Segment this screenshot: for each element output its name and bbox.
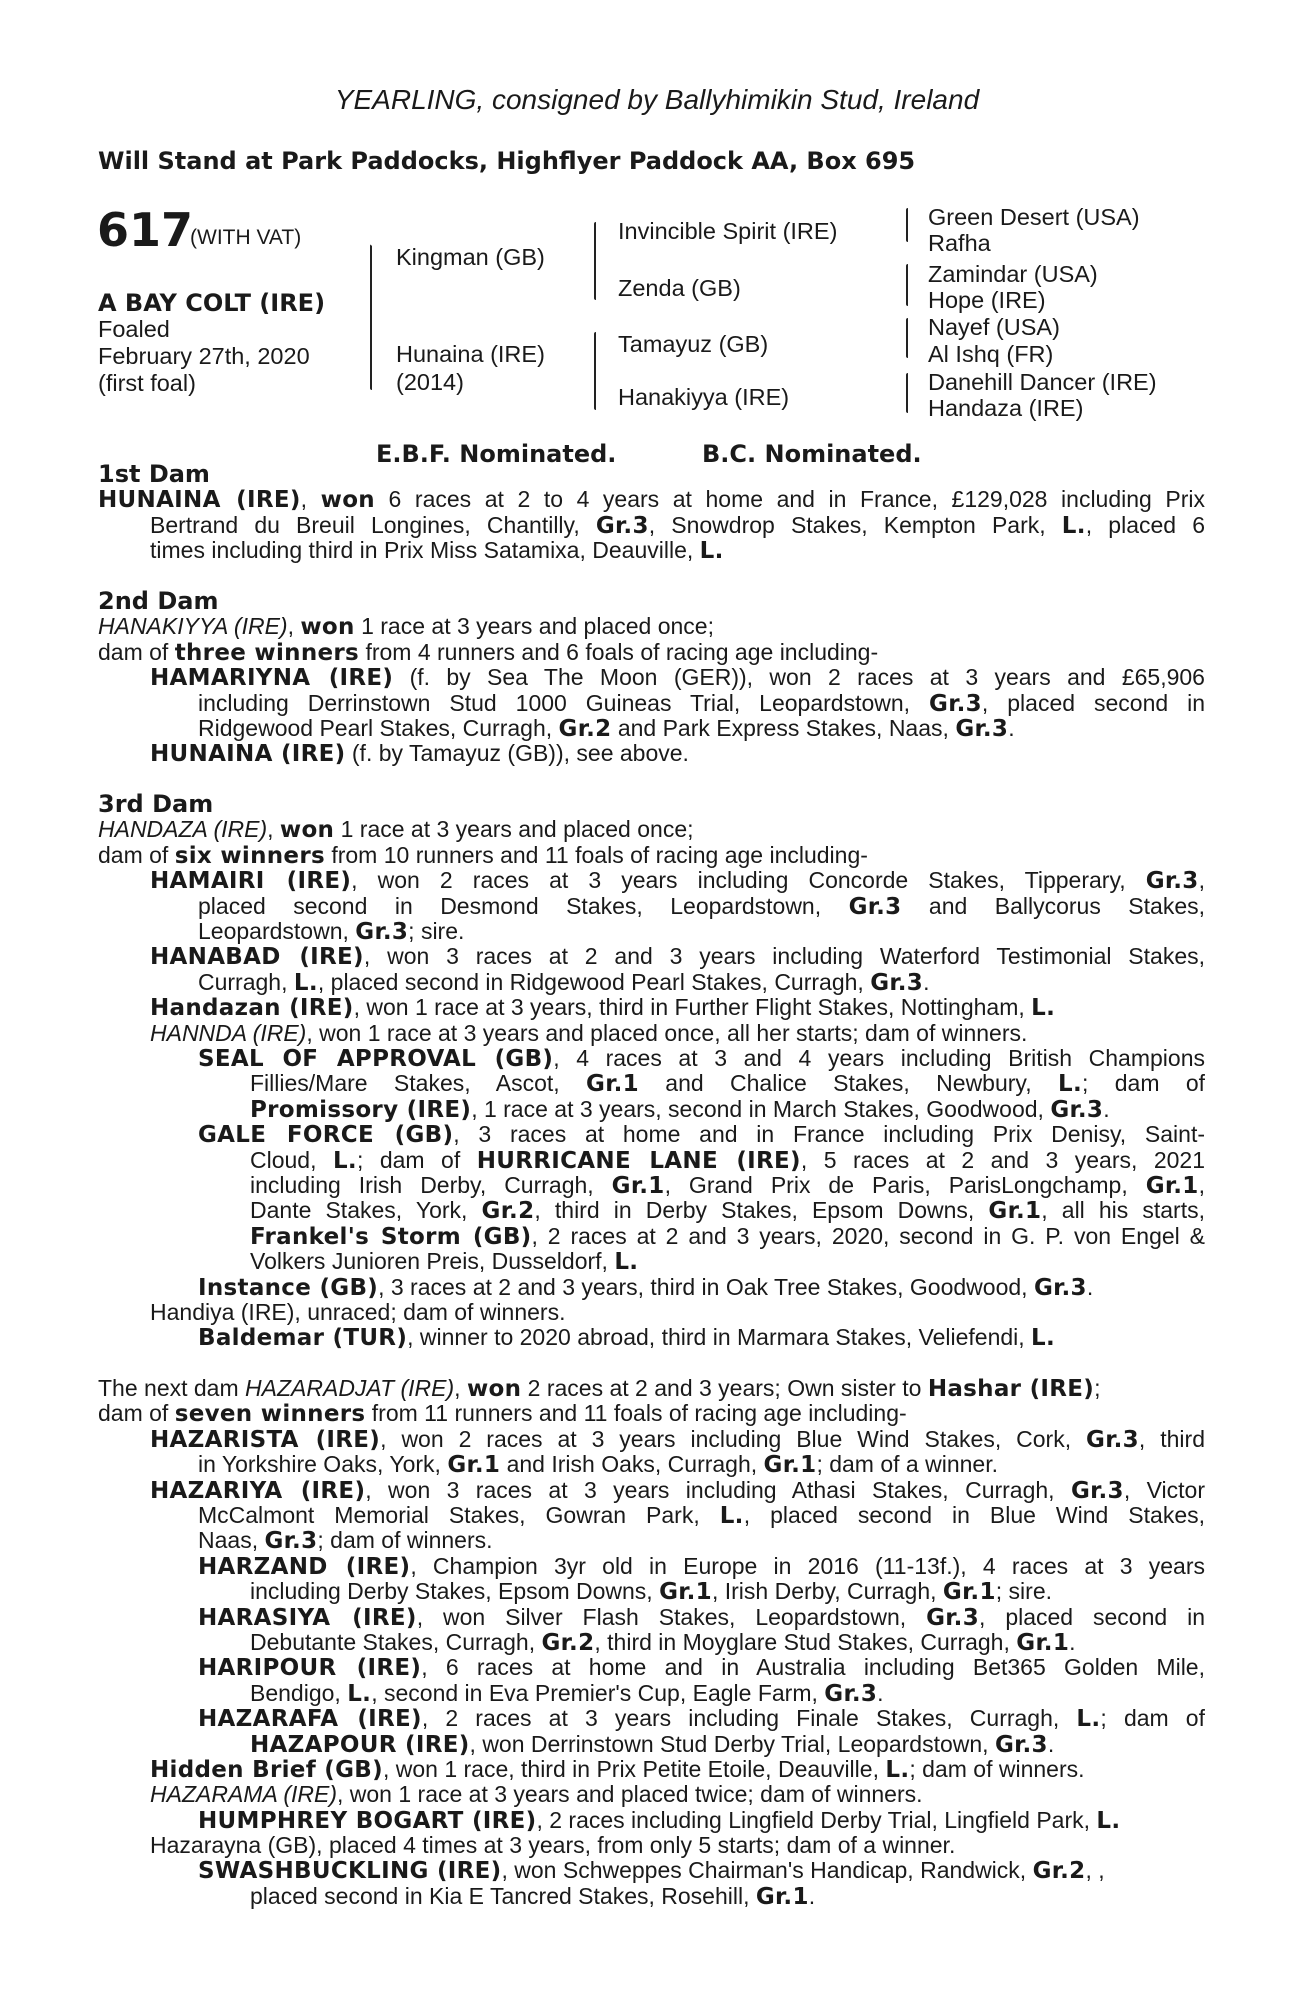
second-dam-heading: 2nd Dam — [98, 586, 219, 615]
instance-line: Instance (GB), 3 races at 2 and 3 years, third in Oak Tree Stakes, Goodwood, Gr.3. — [198, 1273, 1094, 1301]
hamariyna-line-3: Ridgewood Pearl Stakes, Curragh, Gr.2 and Park Express Stakes, Naas, Gr.3. — [198, 714, 1015, 742]
pedigree-gen3-7: Danehill Dancer (IRE) — [928, 369, 1157, 395]
haripour-line-1: HARIPOUR (IRE), 6 races at home and in Australia including Bet365 Golden Mile, — [198, 1655, 1205, 1681]
sire-sire-name: Invincible Spirit (IRE) — [618, 218, 838, 244]
hazarafa-line: HAZARAFA (IRE), 2 races at 3 years including Finale Stakes, Curragh, L.; dam of — [198, 1706, 1205, 1732]
hamariyna-line-2: including Derrinstown Stud 1000 Guineas Trial, Leopardstown, Gr.3, placed second in — [198, 690, 1205, 716]
foal-note: (first foal) — [98, 370, 196, 396]
bc-nomination: B.C. Nominated. — [702, 440, 922, 468]
dam-year: (2014) — [396, 369, 464, 395]
harzand-line-1: HARZAND (IRE), Champion 3yr old in Europe in 2016 (11-13f.), 4 races at 3 years — [198, 1553, 1205, 1580]
hazariya-line-2: McCalmont Memorial Stakes, Gowran Park, L., placed second in Blue Wind Stakes, — [198, 1503, 1205, 1529]
next-dam-line-1: The next dam HAZARADJAT (IRE), won 2 races at 2 and 3 years; Own sister to Hashar (IRE); — [98, 1375, 1101, 1403]
hamairi-line-1: HAMAIRI (IRE), won 2 races at 3 years including Concorde Stakes, Tipperary, Gr.3, — [150, 868, 1205, 894]
seal-line-2: Fillies/Mare Stakes, Ascot, Gr.1 and Chalice Stakes, Newbury, L.; dam of — [250, 1071, 1205, 1097]
hazariya-line-1: HAZARIYA (IRE), won 3 races at 3 years including Athasi Stakes, Curragh, Gr.3, Victor — [150, 1477, 1205, 1504]
swashbuckling-line-1: SWASHBUCKLING (IRE), won Schweppes Chairman's Handicap, Randwick, Gr.2, , — [198, 1857, 1105, 1885]
handiya-line: Handiya (IRE), unraced; dam of winners. — [150, 1298, 566, 1325]
gale-line-4: Dante Stakes, York, Gr.2, third in Derby Stakes, Epsom Downs, Gr.1, all his starts, — [250, 1198, 1205, 1224]
first-dam-line-2: Bertrand du Breuil Longines, Chantilly, Gr.3, Snowdrop Stakes, Kempton Park, L., placed 6 — [150, 512, 1205, 539]
catalogue-body — [98, 462, 1205, 1909]
pedigree-gen3-1: Green Desert (USA) — [928, 204, 1140, 230]
hazarama-line: HAZARAMA (IRE), won 1 race at 3 years and placed twice; dam of winners. — [150, 1781, 923, 1808]
hamariyna-line-1: HAMARIYNA (IRE) (f. by Sea The Moon (GER)), won 2 races at 3 years and £65,906 — [150, 665, 1205, 691]
hanabad-line-1: HANABAD (IRE), won 3 races at 2 and 3 years including Waterford Testimonial Stakes, — [150, 944, 1205, 970]
foaled-label: Foaled — [98, 316, 170, 342]
hamairi-line-3: Leopardstown, Gr.3; sire. — [198, 918, 465, 946]
pedigree-brace-sire — [594, 222, 596, 300]
hunaina-line: HUNAINA (IRE) (f. by Tamayuz (GB)), see above. — [150, 740, 689, 768]
gale-line-3: including Irish Derby, Curragh, Gr.1, Grand Prix de Paris, ParisLongchamp, Gr.1, — [250, 1172, 1205, 1199]
gale-line-6: Volkers Junioren Preis, Dusseldorf, L. — [250, 1248, 639, 1276]
hazarayna-line: Hazarayna (GB), placed 4 times at 3 years, from only 5 starts; dam of a winner. — [150, 1832, 956, 1859]
handazan-line: Handazan (IRE), won 1 race at 3 years, third in Further Flight Stakes, Nottingham, L. — [150, 994, 1056, 1022]
sire-name: Kingman (GB) — [396, 244, 545, 270]
sire-dam-name: Zenda (GB) — [618, 275, 741, 301]
first-dam-line-1: HUNAINA (IRE), won 6 races at 2 to 4 years at home and in France, £129,028 including Prix — [98, 487, 1205, 513]
first-dam-line-3: times including third in Prix Miss Satamixa, Deauville, L. — [150, 537, 724, 565]
gale-line-5: Frankel's Storm (GB), 2 races at 2 and 3 years, 2020, second in G. P. von Engel & — [250, 1223, 1205, 1250]
foaled-date: February 27th, 2020 — [98, 343, 310, 369]
pedigree-gen3-5: Nayef (USA) — [928, 314, 1060, 340]
third-dam-line-2: dam of six winners from 10 runners and 11 foals of racing age including- — [98, 841, 868, 869]
vat-note: (WITH VAT) — [190, 226, 302, 249]
next-dam-line-2: dam of seven winners from 11 runners and 11 foals of racing age including- — [98, 1400, 907, 1428]
haripour-line-2: Bendigo, L., second in Eva Premier's Cup, Eagle Farm, Gr.3. — [250, 1679, 884, 1707]
pedigree-brace-main — [370, 244, 372, 390]
third-dam-line-1: HANDAZA (IRE), won 1 race at 3 years and placed once; — [98, 816, 694, 844]
harzand-line-2: including Derby Stakes, Epsom Downs, Gr.1, Irish Derby, Curragh, Gr.1; sire. — [250, 1578, 1053, 1606]
lot-description: A BAY COLT (IRE) — [98, 289, 326, 317]
swashbuckling-line-2: placed second in Kia E Tancred Stakes, Rosehill, Gr.1. — [250, 1882, 816, 1910]
harasiya-line-1: HARASIYA (IRE), won Silver Flash Stakes, Leopardstown, Gr.3, placed second in — [198, 1604, 1205, 1630]
stand-location: Will Stand at Park Paddocks, Highflyer Paddock AA, Box 695 — [98, 147, 916, 175]
first-dam-heading: 1st Dam — [98, 460, 210, 488]
harasiya-line-2: Debutante Stakes, Curragh, Gr.2, third in Moyglare Stud Stakes, Curragh, Gr.1. — [250, 1628, 1076, 1656]
pedigree-brace-dam — [594, 332, 596, 410]
hazariya-line-3: Naas, Gr.3; dam of winners. — [198, 1527, 493, 1555]
hazarista-line-1: HAZARISTA (IRE), won 2 races at 3 years including Blue Wind Stakes, Cork, Gr.3, third — [150, 1426, 1205, 1453]
sale-title: YEARLING, consigned by Ballyhimikin Stud, Ireland — [334, 84, 980, 115]
pedigree-gen3-4: Hope (IRE) — [928, 287, 1046, 313]
pedigree-gen3-8: Handaza (IRE) — [928, 395, 1084, 421]
dam-dam-name: Hanakiyya (IRE) — [618, 384, 790, 410]
third-dam-heading: 3rd Dam — [98, 790, 214, 819]
promissory-line: Promissory (IRE), 1 race at 3 years, second in March Stakes, Goodwood, Gr.3. — [250, 1095, 1110, 1123]
humphrey-line: HUMPHREY BOGART (IRE), 2 races including Lingfield Derby Trial, Lingfield Park, L. — [198, 1806, 1121, 1834]
hazarista-line-2: in Yorkshire Oaks, York, Gr.1 and Irish Oaks, Curragh, Gr.1; dam of a winner. — [198, 1451, 998, 1479]
hannda-line: HANNDA (IRE), won 1 race at 3 years and placed once, all her starts; dam of winners. — [150, 1019, 1028, 1046]
hamairi-line-2: placed second in Desmond Stakes, Leopardstown, Gr.3 and Ballycorus Stakes, — [198, 893, 1205, 920]
pedigree-gen3-2: Rafha — [928, 230, 991, 256]
pedigree-gen3-3: Zamindar (USA) — [928, 261, 1098, 287]
pedigree-brace-g1 — [906, 208, 908, 242]
dam-name: Hunaina (IRE) — [396, 341, 545, 367]
seal-line-1: SEAL OF APPROVAL (GB), 4 races at 3 and 4 years including British Champions — [198, 1045, 1205, 1072]
pedigree-brace-g4 — [906, 373, 908, 413]
second-dam-line-1: HANAKIYYA (IRE), won 1 race at 3 years and placed once; — [98, 613, 714, 641]
pedigree-brace-g2 — [906, 264, 908, 306]
hanabad-line-2: Curragh, L., placed second in Ridgewood Pearl Stakes, Curragh, Gr.3. — [198, 968, 930, 996]
pedigree-brace-g3 — [906, 318, 908, 358]
pedigree-gen3-6: Al Ishq (FR) — [928, 341, 1054, 367]
dam-sire-name: Tamayuz (GB) — [618, 331, 769, 357]
lot-number: 617 — [97, 203, 194, 257]
gale-line-2: Cloud, L.; dam of HURRICANE LANE (IRE), 5 races at 2 and 3 years, 2021 — [250, 1147, 1205, 1173]
second-dam-line-2: dam of three winners from 4 runners and 6 foals of racing age including- — [98, 638, 879, 666]
gale-line-1: GALE FORCE (GB), 3 races at home and in France including Prix Denisy, Saint- — [198, 1122, 1205, 1148]
hidden-brief-line: Hidden Brief (GB), won 1 race, third in Prix Petite Etoile, Deauville, L.; dam of winners. — [150, 1755, 1085, 1783]
ebf-nomination: E.B.F. Nominated. — [376, 440, 617, 468]
baldemar-line: Baldemar (TUR), winner to 2020 abroad, third in Marmara Stakes, Veliefendi, L. — [198, 1324, 1056, 1352]
hazapour-line: HAZAPOUR (IRE), won Derrinstown Stud Derby Trial, Leopardstown, Gr.3. — [250, 1730, 1055, 1758]
